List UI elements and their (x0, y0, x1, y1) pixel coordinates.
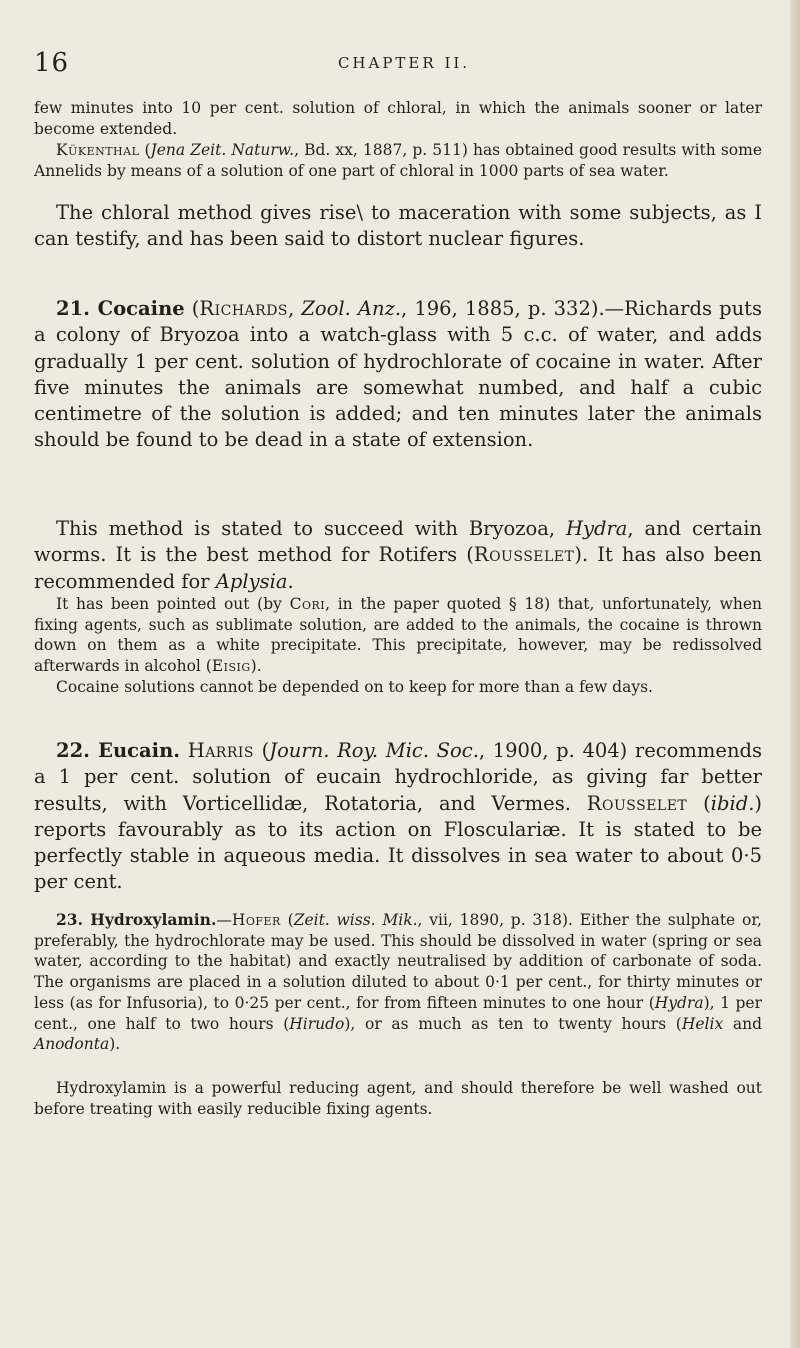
text-run-it: Zool. Anz. (301, 297, 402, 320)
text-run-sc: Eisig (211, 657, 251, 676)
paragraph-eucain: 22. Eucain. Harris (Journ. Roy. Mic. Soc., 1900, p. 404) recommends a 1 per cent. solution of eucain hydrochloride, as giving far better results, with Vorticellidæ, Rotatoria, and Vermes. Rousselet (ibid.) reports favourably as to its action on Flosculariæ. It is stated to be perfectly stable in aqueous media. It dissolves in sea water to about 0·5 per cent. (34, 739, 762, 894)
text-run-sc: Cori (289, 595, 326, 613)
paragraph-cocaine: 21. Cocaine (Richards, Zool. Anz., 196, 1885, p. 332).—Richards puts a colony of Bryozoa into a watch-glass with 5 c.c. of water, and adds gradually 1 per cent. solution of hydrochlorate of cocaine in water. After five minutes the animals are somewhat numbed, and half a cubic centimetre of the solution is added; and ten minutes later the animals should be found to be dead in a state of extension. (34, 297, 762, 452)
text-run-it: Hirudo (289, 1014, 345, 1033)
text-run-it: Hydra (565, 517, 628, 540)
page-number: 16 (34, 48, 70, 78)
paragraph-chloral-method: The chloral method gives rise\ to maceration with some subjects, as I can testify, and has been said to distort nuclear figures. (34, 201, 762, 251)
text-run-it: Jena Zeit. Naturw. (150, 141, 295, 159)
paragraph-cocaine-bryozoa: This method is stated to succeed with Bryozoa, Hydra, and certain worms. It is the best method for Rotifers (Rousselet). It has also been recommended for Aplysia. (34, 517, 762, 593)
text-run-it: Anodonta (34, 1035, 110, 1054)
paragraph-kukenthal: Kükenthal (Jena Zeit. Naturw., Bd. xx, 1887, p. 511) has obtained good results with some Annelids by means of a solution of one part of chloral in 1000 parts of sea water. (34, 141, 762, 180)
text-run-sc: Harris (187, 739, 255, 762)
text-run-sc: Rousselet (473, 543, 575, 567)
text-run-h: 23. Hydroxylamin. (56, 910, 217, 929)
text-run-sc: Kükenthal (56, 141, 140, 159)
text-run-sc: Richards (199, 297, 289, 320)
text-run-it: ibid. (710, 791, 755, 815)
paragraph-cocaine-precipitate: It has been pointed out (by Cori, in the paper quoted § 18) that, unfortunately, when fixing agents, such as sublimate solution, are added to the animals, the cocaine is thrown down on them as a white precipitate. This precipitate, however, may be redissolved afterwards in alcohol (Eisig). (34, 595, 763, 676)
paragraph-hydroxylamin: 23. Hydroxylamin.—Hofer (Zeit. wiss. Mik., vii, 1890, p. 318). Either the sulphate or, preferably, the hydrochlorate may be used. This should be dissolved in water (spring or sea water, according to the habitat) and exactly neutralised by addition of carbonate of soda. The organisms are placed in a solution diluted to about 0·1 per cent., for thirty minutes or less (as for Infusoria), to 0·25 per cent., for from fifteen minutes to one hour (Hydra), 1 per cent., one half to two hours (Hirudo), or as much as ten to twenty hours (Helix and Anodonta). (34, 910, 763, 1054)
page-edge (790, 0, 800, 1348)
text-run-h: 22. Eucain. (56, 739, 181, 762)
text-run-it: Aplysia (215, 569, 288, 593)
text-run-sc: Rousselet (586, 791, 688, 815)
chapter-heading: CHAPTER II. (337, 54, 471, 72)
paragraph-hydroxylamin-washing: Hydroxylamin is a powerful reducing agent, and should therefore be well washed out before treating with easily reducible fixing agents. (34, 1079, 762, 1118)
text-run-h: 21. Cocaine (56, 297, 185, 320)
text-run-it: Zeit. wiss. Mik. (293, 911, 418, 929)
text-run-it: Helix (681, 1014, 724, 1033)
paragraph-cocaine-keeping: Cocaine solutions cannot be depended on to keep for more than a few days. (56, 678, 653, 696)
text-run-it: Journ. Roy. Mic. Soc. (269, 739, 479, 762)
running-header (34, 48, 774, 88)
paragraph-chloral-continuation: few minutes into 10 per cent. solution of chloral, in which the animals sooner or later become extended. (34, 99, 762, 138)
text-run-it: Hydra (654, 993, 704, 1012)
text-run-sc: Hofer (231, 911, 281, 929)
